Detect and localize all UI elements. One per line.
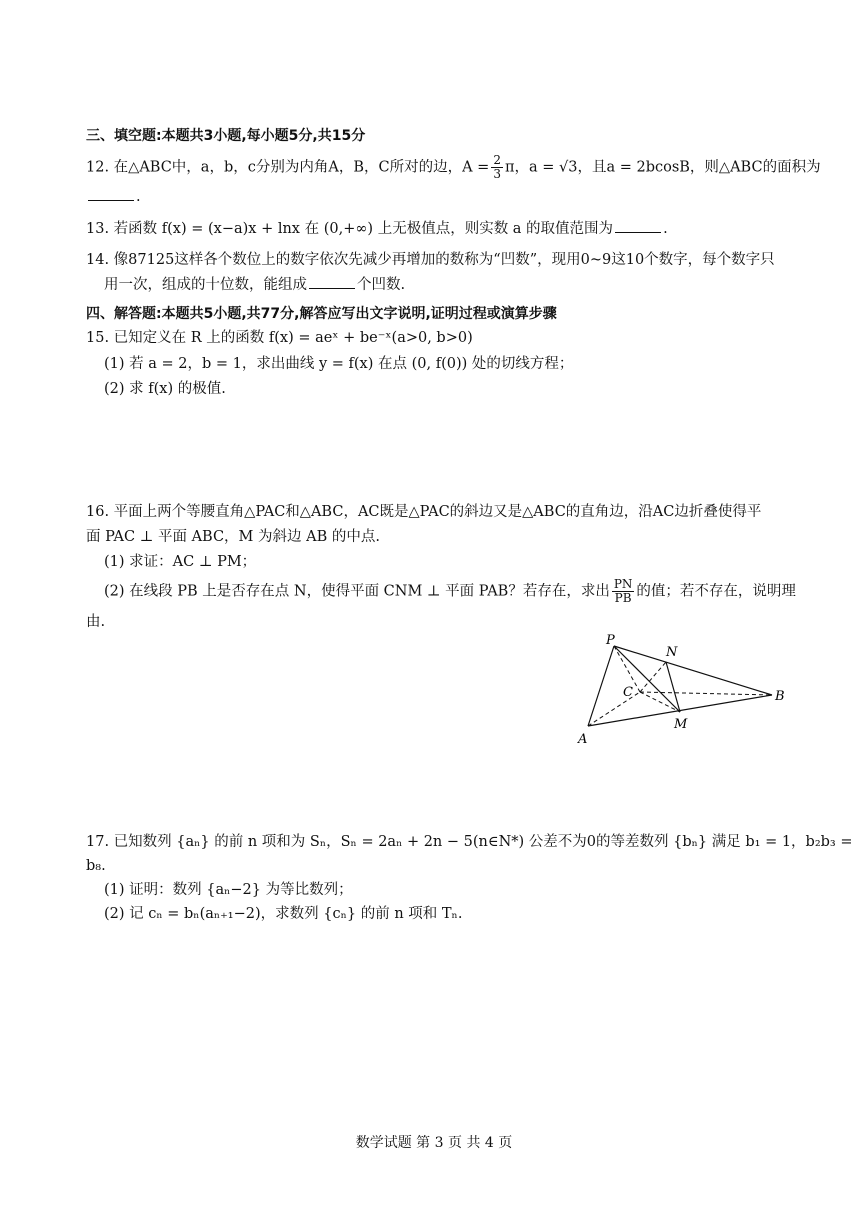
question-17-part1: (1) 证明：数列 {aₙ−2} 为等比数列； [104, 882, 353, 898]
question-16-line1: 16. 平面上两个等腰直角△PAC和△ABC，AC既是△PAC的斜边又是△ABC的直角边，沿AC边折叠使得平 [86, 504, 762, 520]
label-C: C [623, 685, 633, 700]
question-14-line2 [104, 274, 405, 295]
q12-frac-num: 2 [493, 153, 501, 167]
q12-end: . [136, 189, 141, 205]
label-N: N [666, 645, 678, 660]
q12-fraction [491, 154, 503, 181]
question-14-line1: 14. 像87125这样各个数位上的数字依次先减少再增加的数称为“凹数”，现用0~9这10个数字，每个数字只 [86, 252, 775, 268]
label-B: B [775, 689, 785, 704]
question-12 [86, 154, 821, 181]
question-16-part2 [104, 578, 796, 605]
edge-PA [588, 646, 614, 726]
q12-frac-den: 3 [493, 167, 501, 181]
question-17-line1: 17. 已知数列 {aₙ} 的前 n 项和为 Sₙ，Sₙ = 2aₙ + 2n − 5(n∈N*) 公差不为0的等差数列 {bₙ} 满足 b₁ = 1，b₂b₃ = [86, 834, 853, 850]
q16-text-b: 的值；若不存在，说明理 [636, 583, 796, 600]
q12-text-a: 12. 在△ABC中，a，b，c分别为内角A，B，C所对的边，A = [86, 159, 490, 176]
q16-geometry-figure [570, 630, 800, 750]
edge-CM [640, 692, 680, 712]
section-solve-heading: 四、解答题:本题共5小题,共77分,解答应写出文字说明,证明过程或演算步骤 [86, 306, 557, 322]
label-P: P [606, 633, 615, 648]
q16-frac-den: PB [614, 591, 632, 605]
label-M: M [674, 717, 688, 732]
q13-end: . [663, 221, 668, 237]
question-12-answer-line [86, 186, 141, 207]
q13-answer-blank[interactable] [615, 218, 661, 233]
question-16-part2-end: 由. [86, 614, 106, 630]
question-15-stem: 15. 已知定义在 R 上的函数 f(x) = aeˣ + be⁻ˣ(a>0, b>0) [86, 330, 473, 346]
q12-answer-blank[interactable] [88, 186, 134, 201]
question-16-line2: 面 PAC ⊥ 平面 ABC，M 为斜边 AB 的中点. [86, 529, 380, 545]
question-13 [86, 218, 668, 239]
label-A: A [578, 732, 588, 747]
q14-text-a: 用一次，组成的十位数，能组成 [104, 277, 307, 293]
question-17-part2: (2) 记 cₙ = bₙ(aₙ₊₁−2)，求数列 {cₙ} 的前 n 项和 Tₙ. [104, 906, 463, 922]
q16-frac-num: PN [613, 577, 633, 591]
question-17-line2: b₈. [86, 858, 106, 874]
question-15-part2: (2) 求 f(x) 的极值. [104, 381, 226, 397]
q13-text: 13. 若函数 f(x) = (x−a)x + lnx 在 (0,+∞) 上无极值点，则实数 a 的取值范围为 [86, 221, 614, 237]
question-15-part1: (1) 若 a = 2，b = 1，求出曲线 y = f(x) 在点 (0, f(0)) 处的切线方程； [104, 356, 574, 372]
page-footer: 数学试题 第 3 页 共 4 页 [355, 1135, 513, 1151]
question-16-part1: (1) 求证：AC ⊥ PM； [104, 554, 257, 570]
q14-text-b: 个凹数. [357, 277, 406, 293]
section-fill-in-heading: 三、填空题:本题共3小题,每小题5分,共15分 [86, 128, 366, 144]
edge-CN [640, 662, 666, 692]
q12-text-b: π，a = √3，且a = 2bcosB，则△ABC的面积为 [504, 159, 821, 176]
q16-text-a: (2) 在线段 PB 上是否存在点 N，使得平面 CNM ⊥ 平面 PAB？若存在，求出 [104, 583, 610, 600]
q16-fraction [612, 578, 635, 605]
q14-answer-blank[interactable] [309, 274, 355, 289]
